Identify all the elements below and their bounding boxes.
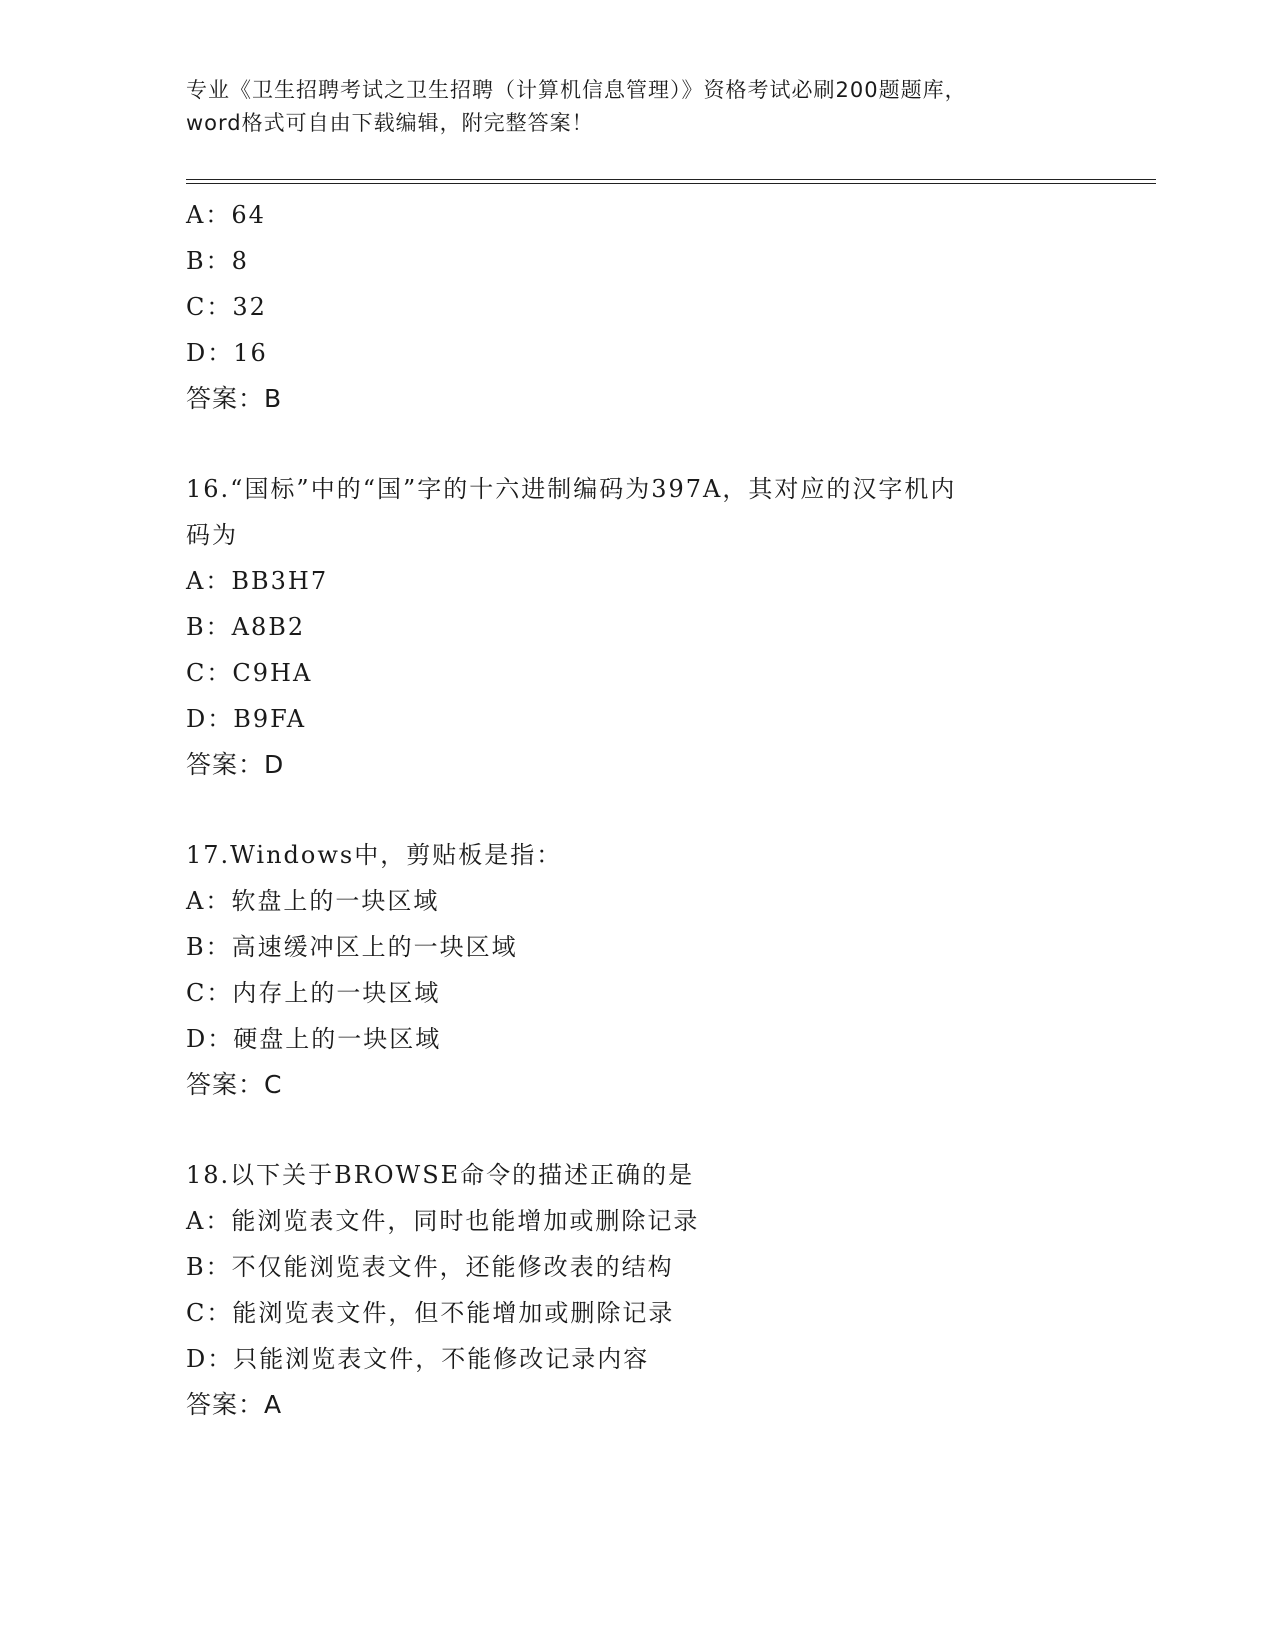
question-text: 18.以下关于BROWSE命令的描述正确的是 — [186, 1161, 695, 1189]
option-a: A：软盘上的一块区域 — [186, 887, 440, 915]
document-header — [186, 74, 1106, 140]
answer-line: 答案：B — [186, 384, 283, 413]
spacer — [186, 1108, 1106, 1152]
header-title-line-1: 专业《卫生招聘考试之卫生招聘（计算机信息管理）》资格考试必刷200题题库， — [186, 78, 967, 102]
question-text: 17.Windows中，剪贴板是指： — [186, 841, 563, 869]
question-text-continued: 码为 — [186, 521, 238, 549]
question-text: 16.“国标”中的“国”字的十六进制编码为397A，其对应的汉字机内 — [186, 475, 957, 503]
option-d: D：只能浏览表文件，不能修改记录内容 — [186, 1345, 650, 1373]
option-c: C：内存上的一块区域 — [186, 979, 441, 1007]
option-b: B：A8B2 — [186, 613, 306, 641]
option-d: D：B9FA — [186, 705, 307, 733]
answer-line: 答案：A — [186, 1390, 283, 1419]
option-c: C：C9HA — [186, 659, 313, 687]
question-block-prev — [186, 192, 1106, 422]
option-c: C：32 — [186, 293, 267, 321]
header-divider-top — [186, 179, 1156, 180]
question-block-17 — [186, 832, 1106, 1108]
answer-line: 答案：C — [186, 1070, 283, 1099]
header-title-line-2: word格式可自由下载编辑，附完整答案！ — [186, 111, 594, 135]
option-c: C：能浏览表文件，但不能增加或删除记录 — [186, 1299, 675, 1327]
option-b: B：8 — [186, 247, 249, 275]
option-d: D：16 — [186, 339, 268, 367]
option-d: D：硬盘上的一块区域 — [186, 1025, 442, 1053]
option-a: A：BB3H7 — [186, 567, 329, 595]
question-block-18 — [186, 1152, 1106, 1428]
option-b: B：不仅能浏览表文件，还能修改表的结构 — [186, 1253, 674, 1281]
option-a: A：能浏览表文件，同时也能增加或删除记录 — [186, 1207, 700, 1235]
spacer — [186, 788, 1106, 832]
spacer — [186, 422, 1106, 466]
option-a: A：64 — [186, 201, 266, 229]
header-divider-bottom — [186, 183, 1156, 184]
option-b: B：高速缓冲区上的一块区域 — [186, 933, 518, 961]
question-block-16 — [186, 466, 1106, 788]
question-list — [186, 192, 1106, 1428]
answer-line: 答案：D — [186, 750, 285, 779]
